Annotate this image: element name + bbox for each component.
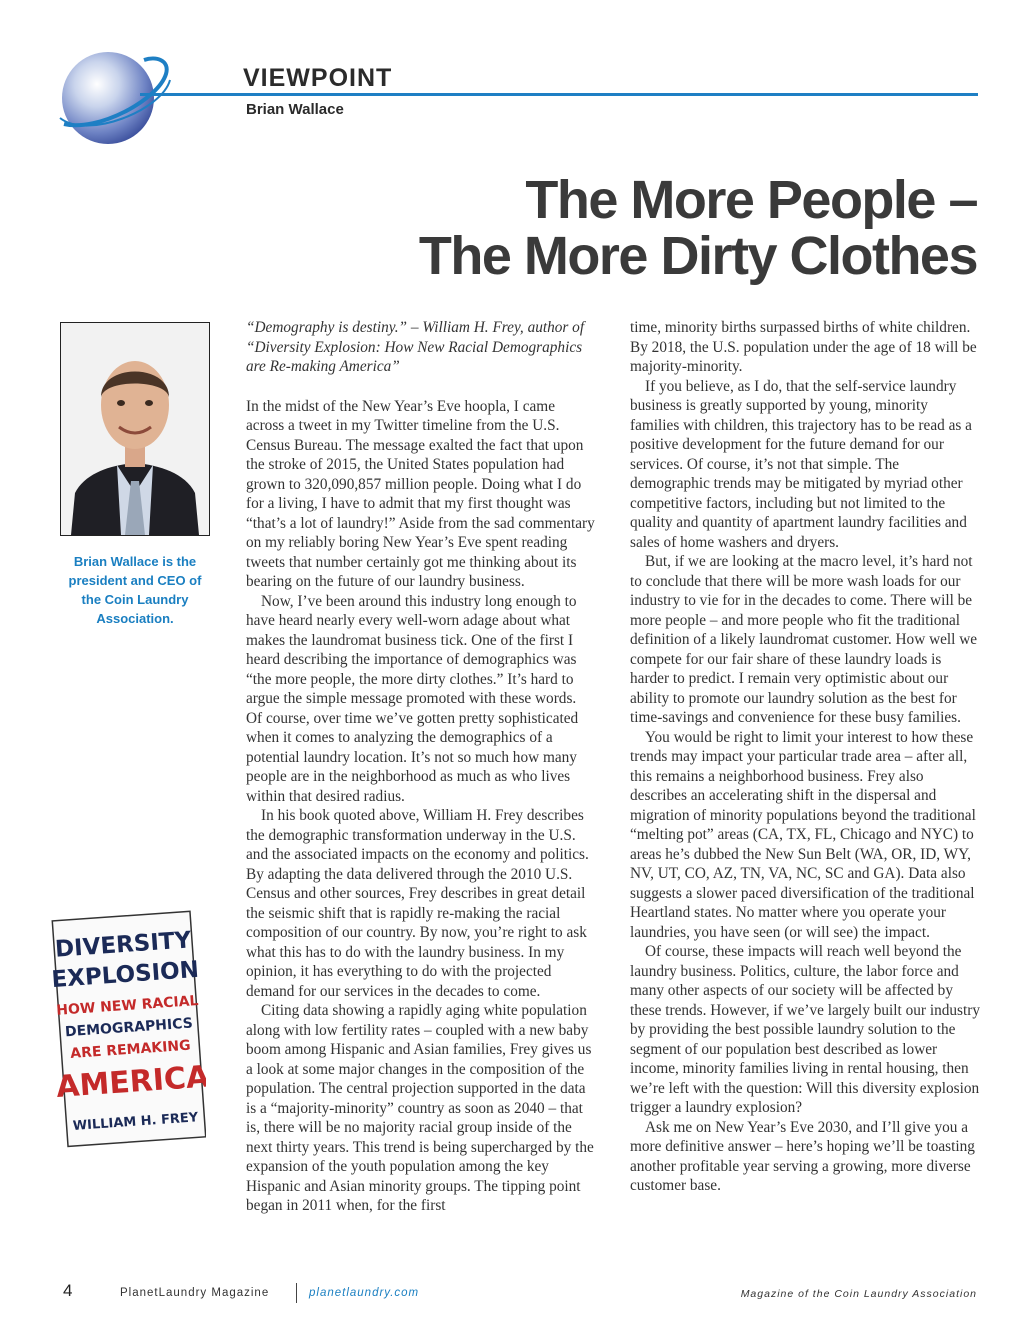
website-link[interactable]: planetlaundry.com (309, 1287, 420, 1299)
book-cover (48, 902, 206, 1156)
book-title-1: DIVERSITY (54, 927, 193, 963)
book-cover-image (48, 902, 206, 1156)
header-rule (140, 93, 978, 96)
footer-divider (296, 1283, 297, 1303)
association-tagline: Magazine of the Coin Laundry Association (740, 1288, 977, 1300)
paragraph: Citing data showing a rapidly aging white population along with low fertility rates – coupled with a new baby boom among Hispanic and Asian families, Frey gives us a look at some major changes in the composition of the population. The central projection supported in the data is a “majority-minority” country as soon as 2040 – that is, there will be no majority racial group inside of the next thirty years. This trend is being supercharged by the expansion of the youth population among the key Hispanic and Asian minority groups. The tipping point began in 2011 when, for the first (246, 1002, 594, 1214)
book-title-2: EXPLOSION (50, 956, 200, 994)
author-portrait-icon (61, 323, 209, 535)
headline-line-2: The More Dirty Clothes (418, 226, 977, 286)
paragraph: Now, I’ve been around this industry long enough to have heard nearly every well-worn adage about what makes the laundromat business tick. One of the first I heard describing the importance of demographics was “the more people, the more dirty clothes.” It’s hard to argue the simple message promoted with these words. Of course, over time we’ve gotten pretty sophisticated when it comes to analyzing the demographics of a potential laundry location. It’s not so much how many people are in the neighborhood as much as who lives within that desired radius. (246, 592, 579, 805)
paragraph: time, minority births surpassed births of white children. By 2018, the U.S. population under the age of 18 will be majority-minority. (630, 319, 977, 375)
author-caption: Brian Wallace is the president and CEO of the Coin Laundry Association. (68, 554, 202, 626)
paragraph: Ask me on New Year’s Eve 2030, and I’ll give you a more definitive answer – here’s hoping we’ll be toasting another profitable year serving a growing, more diverse customer base. (630, 1118, 975, 1194)
magazine-name: PlanetLaundry Magazine (120, 1287, 270, 1299)
book-subtitle-1: HOW NEW RACIAL (55, 992, 199, 1019)
book-subtitle-3: ARE REMAKING (69, 1037, 192, 1062)
paragraph: Of course, these impacts will reach well beyond the laundry business. Politics, culture, the labor force and many other aspects of our society will be affected by these trends. However, if we’ve largely built our industry by providing the best possible laundry solution to the segment of our population best described as lower income, minority families living in rental housing, then we’re left with the question: Will this diversity explosion trigger a laundry explosion? (630, 943, 980, 1116)
book-subtitle-2: DEMOGRAPHICS (64, 1015, 194, 1041)
paragraph: If you believe, as I do, that the self-service laundry business is greatly supported by young, minority families with children, this trajectory has to be read as a positive development for the future demand for our services. Of course, it’s not that simple. The demographic trends may be mitigated by myriad other competitive factors, including but not limited to the quality and quantity of apartment laundry facilities and sales of home washers and dryers. (630, 377, 972, 551)
headline-line-1: The More People – (525, 170, 977, 230)
author-photo (60, 322, 210, 536)
globe-logo-icon (58, 40, 176, 152)
epigraph-quote: “Demography is destiny.” – William H. Frey, author of “Diversity Explosion: How New Racial Demographics are Re-making America” (246, 319, 585, 375)
headline (419, 172, 977, 284)
paragraph: But, if we are looking at the macro level, it’s hard not to conclude that there will be more wash loads for our industry to vie for in the decades to come. There will be more people – and more people who fit the traditional definition of a likely laundromat customer. How well we compete for our fair share of these laundry loads is harder to predict. I remain very optimistic about our ability to promote our laundry solution as the best for time-savings and convenience for these busy families. (630, 553, 978, 726)
paragraph: In his book quoted above, William H. Frey describes the demographic transformation underway in the U.S. and the associated impacts on the economy and politics. By adapting the data delivered through the 2010 U.S. Census and other sources, Frey describes in great detail the seismic shift that is rapidly re-making the racial composition of our country. By now, you’re right to ask what this has to do with the laundry business. In my opinion, it has everything to do with the projected demand for our services in the decades to come. (246, 807, 589, 1000)
byline: Brian Wallace (246, 101, 344, 118)
paragraph: In the midst of the New Year’s Eve hoopla, I came across a tweet in my Twitter timeline from the U.S. Census Bureau. The message exalted the fact that upon the stroke of 2015, the United States population had grown to 320,090,857 million people. Doing what I do for a living, I have to admit that my first thought was “that’s a lot of laundry!” Aside from the sad commentary on my reliably boring New Year’s Eve spent reading tweets that number certainly got me thinking about its bearing on the future of our laundry business. (246, 397, 595, 590)
book-title-3: AMERICA (55, 1059, 206, 1106)
article-column-2 (630, 318, 980, 1196)
paragraph: You would be right to limit your interest to how these trends may impact your particular trade area – after all, this remains a neighborhood business. Frey also describes an accelerating shift in the dispersal and migration of minority populations beyond the traditional “melting pot” areas (CA, TX, FL, Chicago and NYC) to areas he’s dubbed the New Sun Belt (WA, OR, ID, WY, NV, UT, CO, AZ, TN, VA, NC, SC and GA). Data also suggests a slower paced diversification of the traditional Heartland states. No matter where you operate your laundries, you have seen (or will see) the impact. (630, 728, 976, 941)
section-title: VIEWPOINT (243, 64, 393, 92)
page-number: 4 (63, 1281, 73, 1300)
article-column-1 (246, 318, 596, 1216)
book-author: WILLIAM H. FREY (72, 1110, 199, 1134)
